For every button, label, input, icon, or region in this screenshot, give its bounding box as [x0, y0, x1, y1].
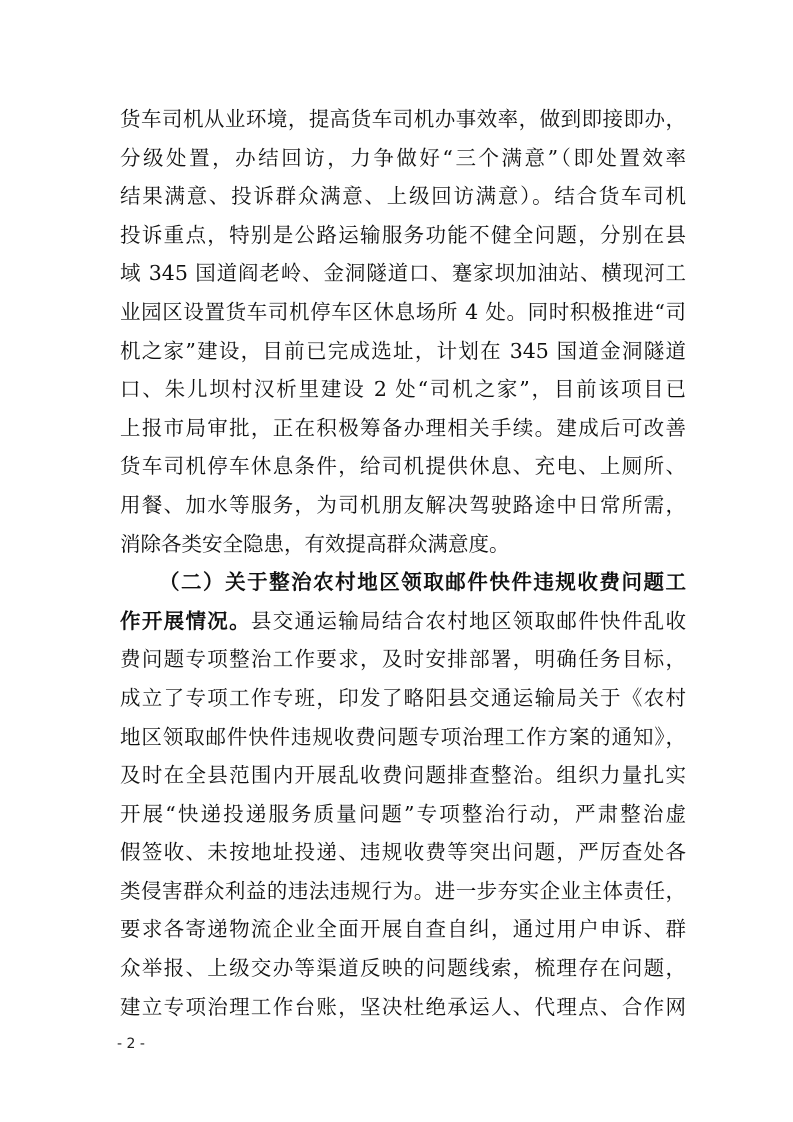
text-line: 上报市局审批，正在积极筹备办理相关手续。建成后可改善	[120, 415, 686, 440]
text-span: 县交通运输局结合农村地区领取邮件快件乱收	[250, 608, 687, 633]
text-line: 地区领取邮件快件违规收费问题专项治理工作方案的通知》，	[120, 724, 686, 749]
text-line: 建立专项治理工作台账，坚决杜绝承运人、代理点、合作网	[120, 994, 686, 1019]
text-line: 结果满意、投诉群众满意、上级回访满意）。结合货车司机	[120, 184, 686, 209]
text-line: 货车司机停车休息条件，给司机提供休息、充电、上厕所、	[120, 454, 686, 479]
text-line: 费问题专项整治工作要求，及时安排部署，明确任务目标，	[120, 647, 686, 672]
text-line: 及时在全县范围内开展乱收费问题排查整治。组织力量扎实	[120, 763, 686, 788]
text-line: 口、朱儿坝村汉析里建设 2 处“司机之家”，目前该项目已	[120, 377, 686, 402]
section-heading: （二）关于整治农村地区领取邮件快件违规收费问题工	[159, 570, 686, 595]
text-line	[120, 602, 686, 641]
text-line: 业园区设置货车司机停车区休息场所 4 处。同时积极推进“司	[120, 299, 686, 324]
paragraph-truck-driver-services	[120, 100, 686, 563]
text-line: 要求各寄递物流企业全面开展自查自纠，通过用户申诉、群	[120, 917, 686, 942]
text-line: 众举报、上级交办等渠道反映的问题线索，梳理存在问题，	[120, 956, 686, 981]
text-line: 用餐、加水等服务，为司机朋友解决驾驶路途中日常所需，	[120, 492, 686, 517]
text-line: 域 345 国道阎老岭、金洞隧道口、蹇家坝加油站、横现河工	[120, 261, 686, 286]
section-heading-line	[120, 563, 686, 602]
text-line: 货车司机从业环境，提高货车司机办事效率，做到即接即办，	[120, 107, 686, 131]
text-line: 分级处置，办结回访，力争做好“三个满意”（即处置效率	[120, 145, 686, 170]
text-line: 成立了专项工作专班，印发了略阳县交通运输局关于《农村	[120, 685, 686, 710]
text-line: 假签收、未按地址投递、违规收费等突出问题，严厉查处各	[120, 840, 686, 865]
text-line: 开展“快递投递服务质量问题”专项整治行动，严肃整治虚	[120, 801, 686, 826]
text-line: 机之家”建设，目前已完成选址，计划在 345 国道金洞隧道	[120, 338, 686, 363]
body-text	[120, 100, 686, 1026]
text-line: 投诉重点，特别是公路运输服务功能不健全问题，分别在县	[120, 222, 686, 247]
text-line: 消除各类安全隐患，有效提高群众满意度。	[120, 531, 510, 556]
page-number: - 2 -	[117, 1036, 145, 1052]
text-line: 类侵害群众利益的违法违规行为。进一步夯实企业主体责任，	[120, 878, 686, 903]
paragraph-rural-express-fees	[120, 563, 686, 1026]
section-heading-continued: 作开展情况。	[120, 608, 251, 633]
